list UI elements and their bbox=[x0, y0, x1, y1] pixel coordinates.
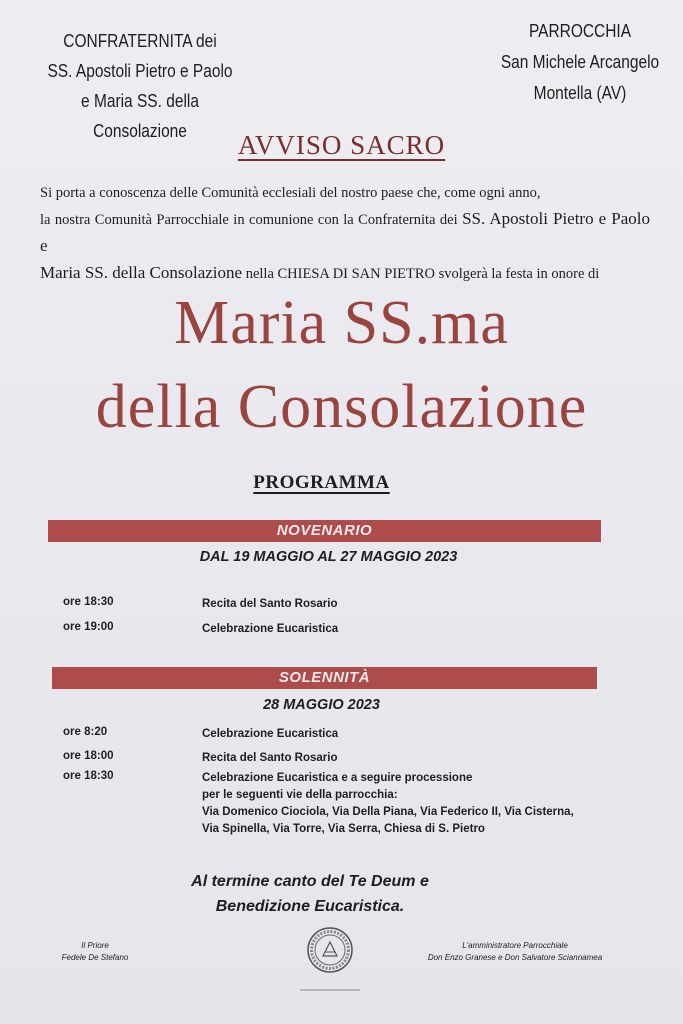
novenario-date: DAL 19 MAGGIO AL 27 MAGGIO 2023 bbox=[199, 549, 458, 565]
main-title-line-1: Maria SS.ma bbox=[174, 289, 509, 357]
novenario-band: NOVENARIO bbox=[48, 520, 601, 542]
schedule-row bbox=[0, 726, 683, 742]
schedule-desc-multiline bbox=[202, 770, 622, 838]
intro-line-3 bbox=[40, 260, 650, 287]
procession-line-2: per le seguenti vie della parrocchia: bbox=[202, 789, 398, 801]
procession-line-1: Celebrazione Eucaristica e a seguire processione bbox=[202, 772, 473, 784]
header-right-line-1: PARROCCHIA bbox=[528, 21, 632, 41]
schedule-desc: Celebrazione Eucaristica bbox=[202, 728, 339, 740]
procession-line-4: Via Spinella, Via Torre, Via Serra, Chiesa di S. Pietro bbox=[202, 823, 485, 835]
schedule-desc: Celebrazione Eucaristica bbox=[202, 623, 339, 635]
schedule-time: ore 18:30 bbox=[63, 596, 114, 608]
schedule-row bbox=[0, 770, 683, 842]
header-left-line-1: CONFRATERNITA dei bbox=[63, 31, 217, 51]
header-right-line-3: Montella (AV) bbox=[533, 83, 627, 103]
procession-line-3: Via Domenico Ciociola, Via Della Piana, Via Federico II, Via Cisterna, bbox=[202, 806, 574, 818]
schedule-row bbox=[0, 750, 683, 766]
programma-heading bbox=[0, 472, 643, 494]
schedule-time: ore 8:20 bbox=[63, 726, 108, 738]
schedule-row bbox=[0, 596, 683, 612]
avviso-title-text: AVVISO SACRO bbox=[237, 130, 446, 160]
header-left-line-2: SS. Apostoli Pietro e Paolo bbox=[47, 61, 233, 81]
intro-paragraph bbox=[40, 180, 650, 287]
priore-name: Fedele De Stefano bbox=[61, 953, 129, 962]
printer-mark bbox=[290, 988, 370, 993]
closing-line-1: Al termine canto del Te Deum e bbox=[191, 873, 429, 890]
confraternita-seal-icon bbox=[306, 926, 354, 974]
solennita-date: 28 MAGGIO 2023 bbox=[263, 697, 380, 713]
closing-text bbox=[0, 869, 620, 919]
amministratore-role: L'amministratore Parrocchiale bbox=[462, 941, 568, 950]
priore-role: Il Priore bbox=[81, 941, 109, 950]
header-right-line-2: San Michele Arcangelo bbox=[500, 52, 660, 72]
signature-amministratore bbox=[400, 940, 630, 964]
intro-line-2a: la nostra Comunità Parrocchiale in comunione con la Confraternita dei bbox=[40, 212, 458, 228]
schedule-time: ore 19:00 bbox=[63, 621, 114, 633]
intro-line-1: Si porta a conoscenza delle Comunità ecclesiali del nostro paese che, come ogni anno, bbox=[40, 185, 541, 201]
header-parrocchia bbox=[494, 16, 666, 109]
header-left-line-3: e Maria SS. della Consolazione bbox=[81, 91, 199, 141]
programma-text: PROGRAMMA bbox=[253, 472, 390, 493]
signature-priore bbox=[40, 940, 150, 964]
closing-line-2: Benedizione Eucaristica. bbox=[215, 898, 405, 915]
main-title-line-2: della Consolazione bbox=[95, 373, 588, 441]
schedule-time: ore 18:30 bbox=[63, 770, 114, 782]
solennita-band: SOLENNITÀ bbox=[52, 667, 597, 689]
amministratore-name: Don Enzo Granese e Don Salvatore Sciannamea bbox=[427, 953, 603, 962]
intro-line-2b: SS. Apostoli Pietro e Paolo e bbox=[40, 209, 650, 255]
header-confraternita bbox=[37, 26, 243, 146]
intro-line-3b: nella CHIESA DI SAN PIETRO svolgerà la festa in onore di bbox=[245, 266, 600, 282]
schedule-desc: Recita del Santo Rosario bbox=[202, 752, 338, 764]
intro-line-3a: Maria SS. della Consolazione bbox=[40, 263, 243, 282]
schedule-row bbox=[0, 621, 683, 637]
schedule-desc: Recita del Santo Rosario bbox=[202, 598, 338, 610]
schedule-time: ore 18:00 bbox=[63, 750, 114, 762]
intro-line-2 bbox=[40, 206, 650, 260]
avviso-title bbox=[0, 130, 683, 161]
